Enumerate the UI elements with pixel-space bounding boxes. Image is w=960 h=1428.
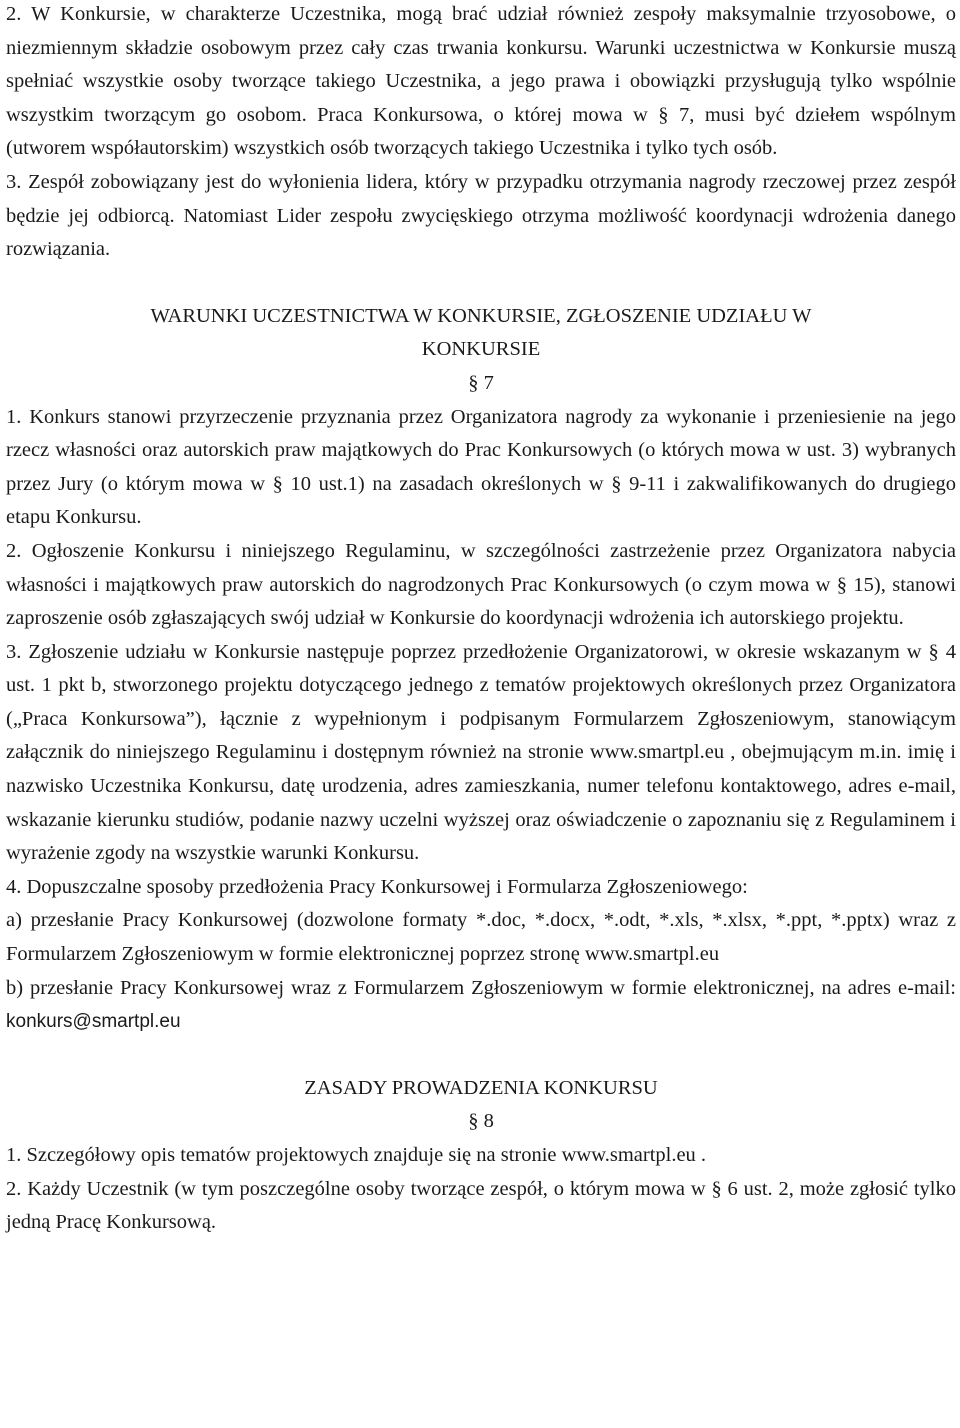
section8-heading: ZASADY PROWADZENIA KONKURSU [304,1076,658,1099]
paragraph-7-3: 3. Zgłoszenie udziału w Konkursie następuje poprzez przedłożenie Organizatorowi, w okresie wskazanym w § 4 ust. 1 pkt b, stworzonego projektu dotyczącego jednego z tematów projektowych określonych przez Organizatora („Praca Konkursowa”), łącznie z wypełnionym i podpisanym Formularzem Zgłoszeniowym, stanowiącym załącznik do niniejszego Regulaminu i dostępnym również na stronie www.smartpl.eu , obejmującym m.in. imię i nazwisko Uczestnika Konkursu, datę urodzenia, adres zamieszkania, numer telefonu kontaktowego, adres e-mail, wskazanie kierunku studiów, podanie nazwy uczelni wyższej oraz oświadczenie o zapoznaniu się z Regulaminem i wyrażenie zgody na wszystkie warunki Konkursu. [6,640,956,865]
paragraph-7-4b [6,972,956,1039]
paragraph-7-2: 2. Ogłoszenie Konkursu i niniejszego Regulaminu, w szczególności zastrzeżenie przez Organizatora nabycia własności i majątkowych praw autorskich do nagrodzonych Prac Konkursowych (o czym mowa w § 15), stanowi zaproszenie osób zgłaszających swój udział w Konkursie do koordynacji wdrożenia ich autorskiego projektu. [6,539,956,630]
paragraph-team-participation: 2. W Konkursie, w charakterze Uczestnika, mogą brać udział również zespoły maksymalnie trzyosobowe, o niezmiennym składzie osobowym przez cały czas trwania konkursu. Warunki uczestnictwa w Konkursie muszą spełniać wszystkie osoby tworzące takiego Uczestnika, a jego prawa i obowiązki przysługują tylko wspólnie wszystkim tworzącym go osobom. Praca Konkursowa, o której mowa w § 7, musi być dziełem wspólnym (utworem współautorskim) wszystkich osób tworzących takiego Uczestnika i tylko tych osób. [6,3,956,160]
section8-number: § 8 [468,1110,494,1133]
paragraph-7-4: 4. Dopuszczalne sposoby przedłożenia Pracy Konkursowej i Formularza Zgłoszeniowego: [6,875,748,898]
section7-heading-line2: KONKURSIE [421,338,541,361]
paragraph-team-leader: 3. Zespół zobowiązany jest do wyłonienia lidera, który w przypadku otrzymania nagrody rzeczowej przez zespół będzie jej odbiorcą. Natomiast Lider zespołu zwycięskiego otrzyma możliwość koordynacji wdrożenia danego rozwiązania. [6,170,956,261]
document-page [6,0,956,1240]
spacer [6,1039,956,1072]
section7-heading-line1: WARUNKI UCZESTNICTWA W KONKURSIE, ZGŁOSZENIE UDZIAŁU W [150,304,812,327]
section7-number: § 7 [468,371,494,394]
spacer [6,267,956,300]
paragraph-8-2: 2. Każdy Uczestnik (w tym poszczególne osoby tworzące zespół, o którym mowa w § 6 ust. 2, może zgłosić tylko jedną Pracę Konkursową. [6,1177,956,1234]
contact-email-link[interactable]: konkurs@smartpl.eu [6,1011,181,1033]
paragraph-7-4b-text: b) przesłanie Pracy Konkursowej wraz z Formularzem Zgłoszeniowym w formie elektronicznej, na adres e-mail: [6,976,956,999]
paragraph-7-4a: a) przesłanie Pracy Konkursowej (dozwolone formaty *.doc, *.docx, *.odt, *.xls, *.xlsx, *.ppt, *.pptx) wraz z Formularzem Zgłoszeniowym w formie elektronicznej poprzez stronę www.smartpl.eu [6,909,956,966]
paragraph-8-1: 1. Szczegółowy opis tematów projektowych znajduje się na stronie www.smartpl.eu . [6,1144,707,1166]
paragraph-7-1: 1. Konkurs stanowi przyrzeczenie przyznania przez Organizatora nagrody za wykonanie i przeniesienie na jego rzecz własności oraz autorskich praw majątkowych do Prac Konkursowych (o których mowa w ust. 3) wybranych przez Jury (o którym mowa w § 10 ust.1) na zasadach określonych w § 9-11 i zakwalifikowanych do drugiego etapu Konkursu. [6,405,956,529]
